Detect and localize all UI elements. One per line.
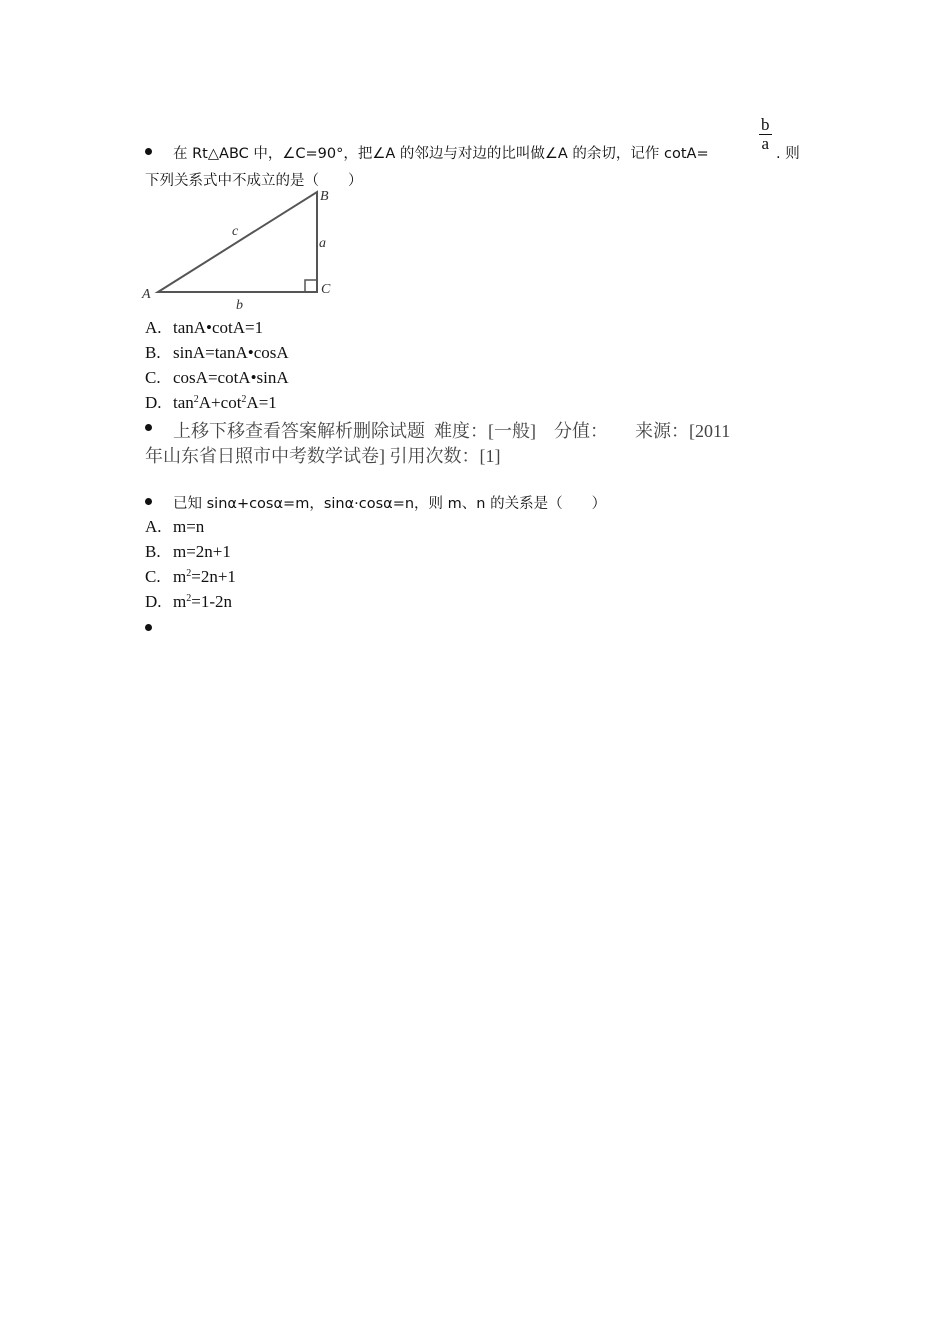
stem-tail-text: . 则 bbox=[776, 146, 800, 162]
fraction-numerator: b bbox=[761, 115, 770, 134]
option-letter: A. bbox=[145, 318, 162, 337]
option-text: tanA•cotA=1 bbox=[173, 318, 264, 337]
option-text: tan bbox=[173, 393, 194, 412]
option-letter: C. bbox=[145, 368, 161, 387]
option-text: m=2n+1 bbox=[173, 542, 231, 561]
bullet bbox=[145, 498, 152, 505]
bullet bbox=[145, 148, 152, 155]
vertex-label-B: B bbox=[320, 189, 329, 204]
stem-text: 已知 sinα+cosα=m，sinα·cosα=n，则 m、n 的关系是（ ） bbox=[173, 496, 607, 512]
option-text: =2n+1 bbox=[191, 567, 236, 586]
question-2-option-d bbox=[145, 592, 232, 612]
question-1-option-c bbox=[145, 368, 289, 388]
vertex-label-A: A bbox=[142, 287, 151, 302]
question-1-option-a bbox=[145, 318, 263, 338]
superscript: 2 bbox=[186, 568, 192, 579]
option-letter: B. bbox=[145, 343, 161, 362]
option-text: =1-2n bbox=[191, 592, 232, 611]
question-1-option-d bbox=[145, 393, 277, 413]
triangle-figure bbox=[140, 186, 340, 316]
question-1-stem-line1 bbox=[173, 142, 709, 163]
question-2-stem bbox=[173, 492, 606, 513]
option-text: sinA=tanA•cosA bbox=[173, 343, 289, 362]
question-2-option-c bbox=[145, 567, 236, 587]
bullet bbox=[145, 624, 152, 631]
side-label-c: c bbox=[232, 224, 239, 239]
side-label-b: b bbox=[236, 298, 243, 313]
option-text: m=n bbox=[173, 517, 205, 536]
option-text: A=1 bbox=[246, 393, 277, 412]
superscript: 2 bbox=[186, 593, 192, 604]
option-letter: C. bbox=[145, 567, 161, 586]
question-1-option-b bbox=[145, 343, 289, 363]
fraction-cotA bbox=[759, 116, 772, 153]
superscript: 2 bbox=[193, 394, 199, 405]
fraction-denominator: a bbox=[761, 134, 770, 153]
meta-text: 年山东省日照市中考数学试卷] 引用次数：[1] bbox=[145, 446, 501, 466]
option-letter: B. bbox=[145, 542, 161, 561]
option-text: cosA=cotA•sinA bbox=[173, 368, 289, 387]
vertex-label-C: C bbox=[321, 282, 331, 297]
question-1-meta-line1 bbox=[173, 417, 730, 443]
option-letter: D. bbox=[145, 393, 162, 412]
option-letter: A. bbox=[145, 517, 162, 536]
stem-text: 在 Rt△ABC 中，∠C=90°，把∠A 的邻边与对边的比叫做∠A 的余切，记作 cotA= bbox=[173, 146, 709, 162]
question-2-option-a bbox=[145, 517, 204, 537]
option-letter: D. bbox=[145, 592, 162, 611]
side-label-a: a bbox=[319, 236, 326, 251]
meta-text: 上移下移查看答案解析删除试题 难度：[一般] 分值： 来源：[2011 bbox=[173, 421, 731, 441]
option-text: m bbox=[173, 592, 187, 611]
superscript: 2 bbox=[241, 394, 247, 405]
question-1-meta-line2 bbox=[145, 442, 500, 468]
question-2-option-b bbox=[145, 542, 231, 562]
option-text: A+cot bbox=[198, 393, 242, 412]
option-text: m bbox=[173, 567, 187, 586]
bullet bbox=[145, 424, 152, 431]
question-1-stem-tail bbox=[776, 142, 800, 163]
stem-text: 下列关系式中不成立的是（ ） bbox=[145, 173, 363, 189]
